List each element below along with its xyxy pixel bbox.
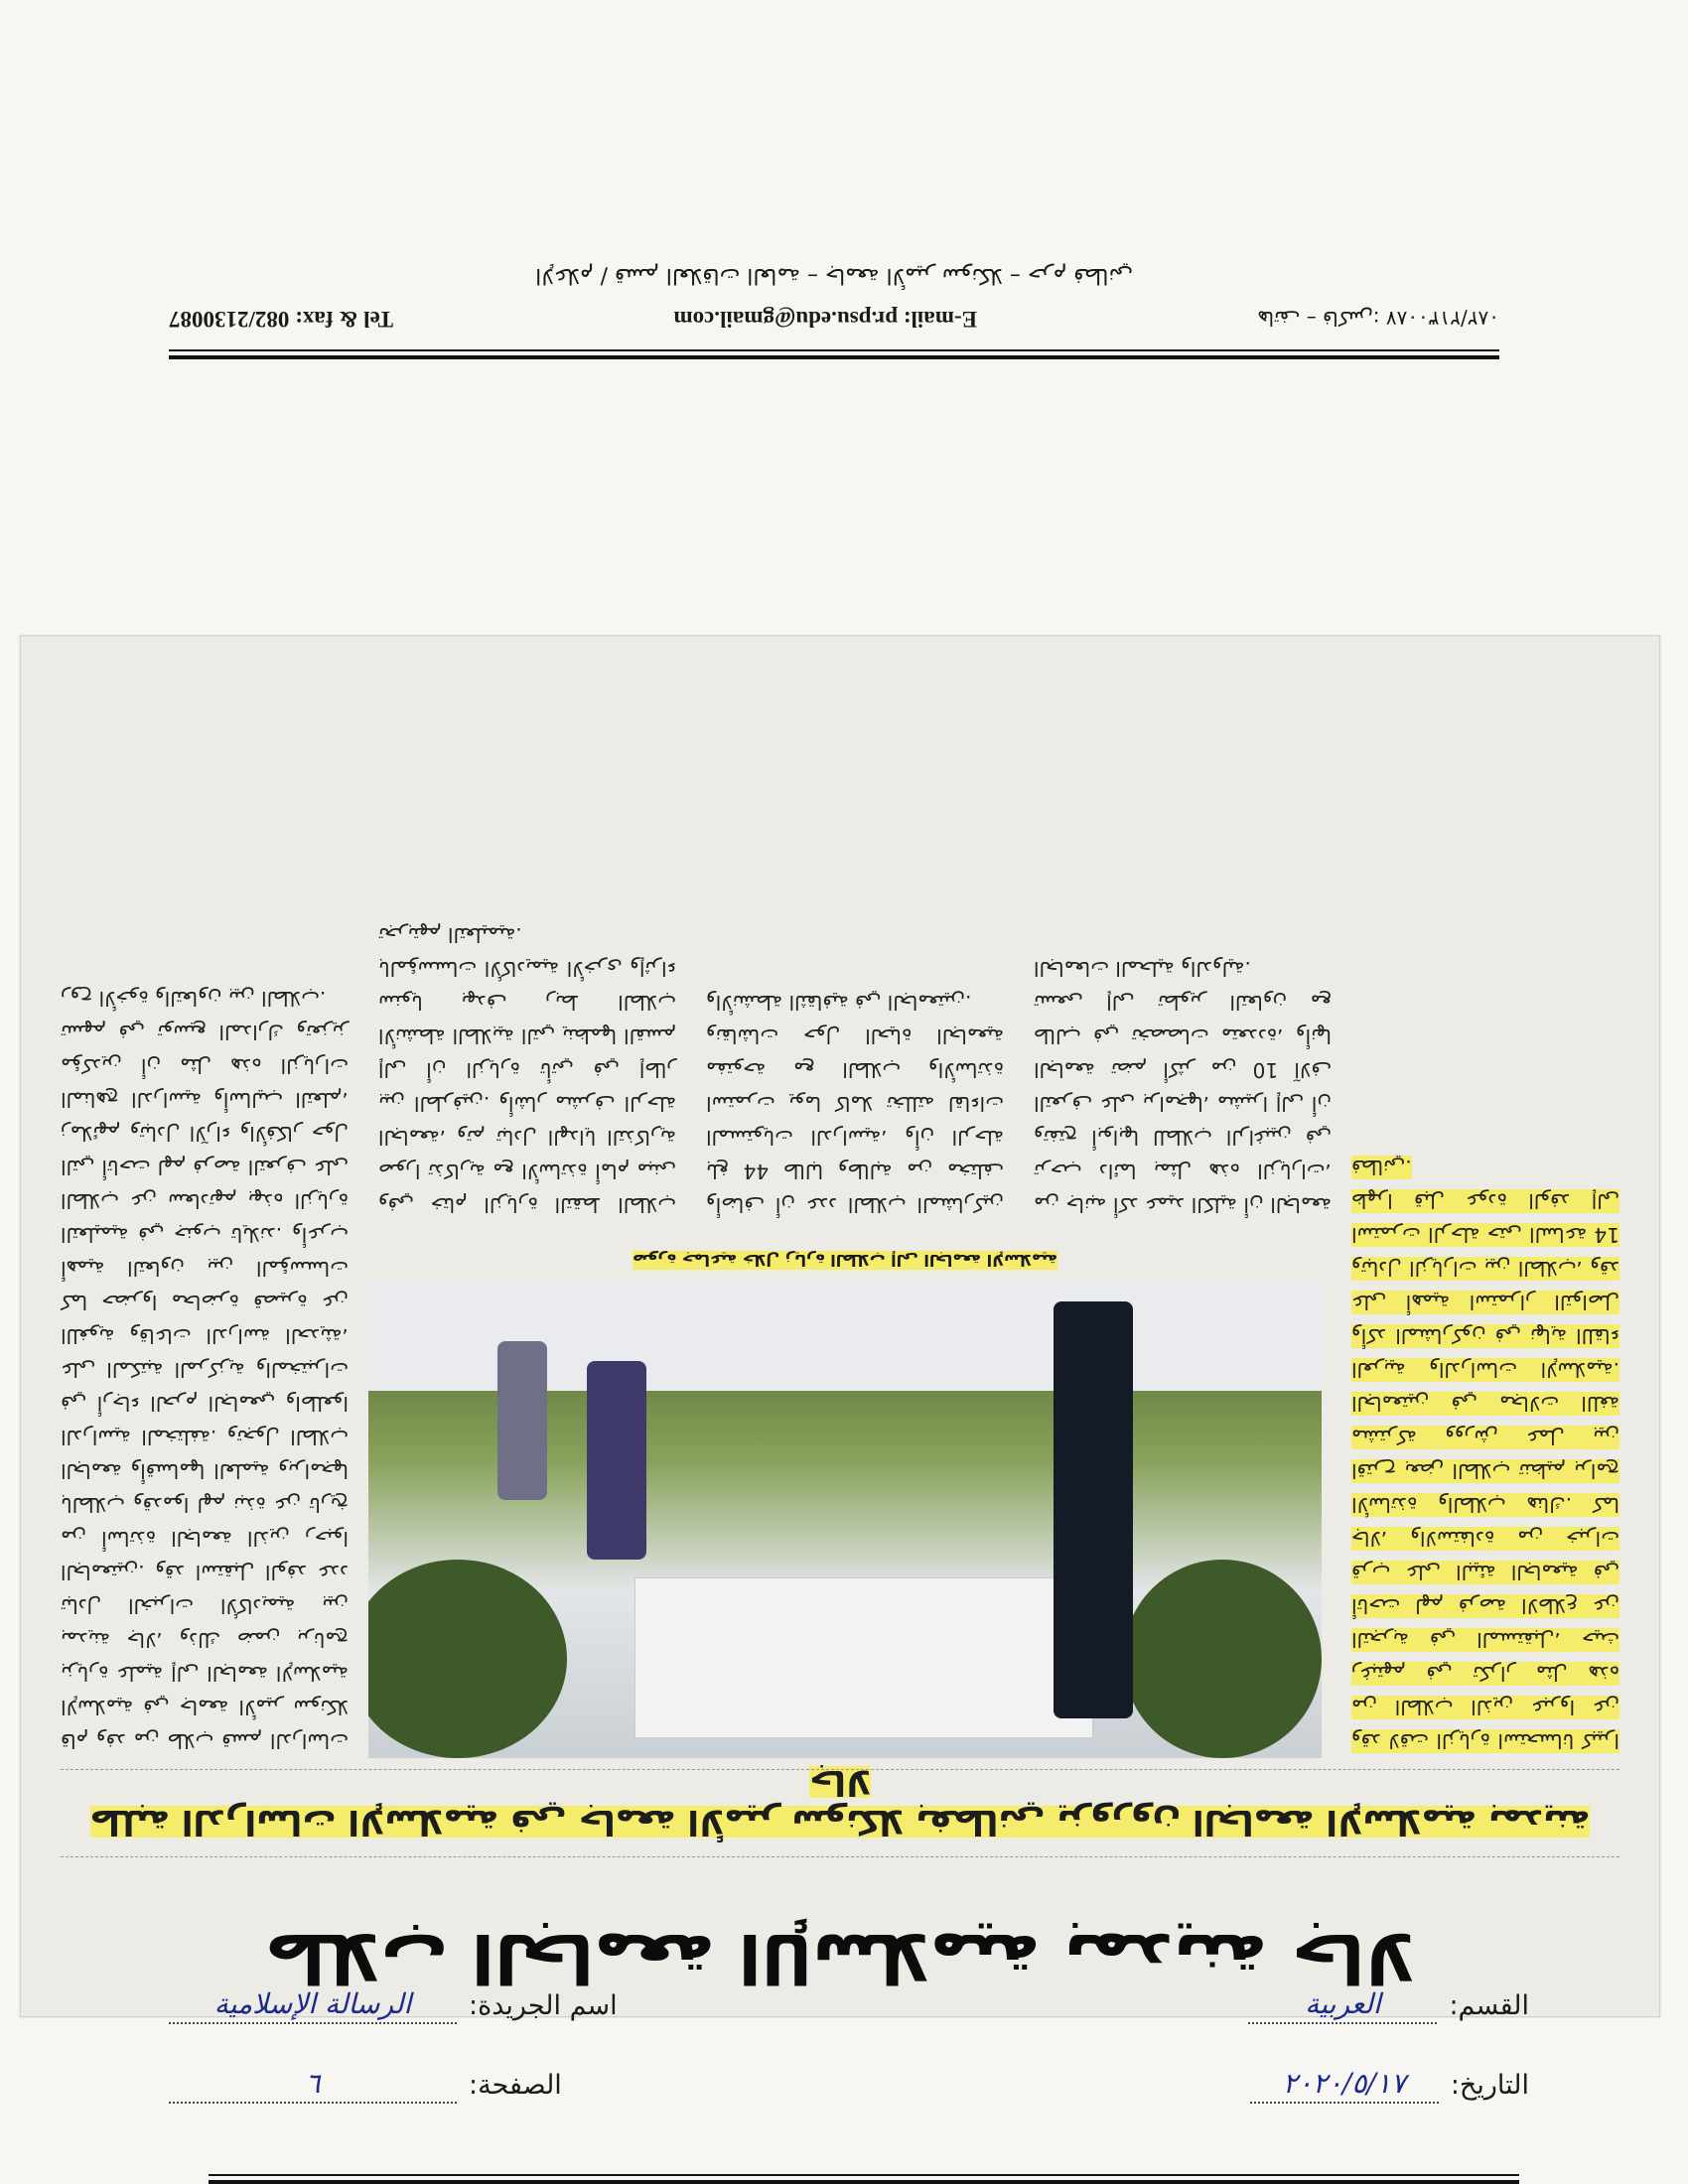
photo-person: [587, 1361, 646, 1560]
article-column-2: [378, 716, 676, 1222]
column-text: من جانبه أكد عميد الكلية أن الجامعة ترحب دائما بمثل هذه الزيارات، وتفتح أبوابها للطلاب الراغبين في التعرف على برامجها، مشيرا إلى أن الجامعة تضم أكثر من 10 آلاف طالب في تخصصات متعددة، وأنها تسعى إلى تطوير التعاون مع الجامعات المحلية والدولية.: [1034, 957, 1332, 1217]
caption-text: صورة جماعية خلال زيارة الطلاب إلى الجامعة الإسلامية: [632, 1251, 1058, 1270]
clipping-log-form: [169, 1961, 1529, 2184]
log-newspaper-value: الرسالة الإسلامية: [169, 1987, 457, 2024]
newspaper-clipping: [20, 635, 1660, 2017]
log-page-field: [169, 2067, 562, 2104]
log-section-field: [1248, 1987, 1529, 2024]
article-column-1: [61, 716, 349, 1758]
footer-rule: [209, 2174, 1519, 2176]
log-newspaper-field: [169, 1987, 618, 2024]
photo-person: [1054, 1301, 1133, 1718]
article-column-3: [706, 716, 1004, 1222]
article-photo: [368, 1282, 1322, 1758]
letterhead-rule: [169, 349, 1499, 351]
article-column-4: [1034, 716, 1332, 1222]
photo-tree: [1123, 1560, 1322, 1758]
article-body: [61, 656, 1619, 1758]
log-section-value: العربية: [1248, 1987, 1437, 2024]
subheadline-text: طلبة الدراسات الإسلامية في جامعة الأمير سونكلا بفطاني يزورون الجامعة الإسلامية بمدينة جالا: [89, 1762, 1591, 1842]
column-text: وفي ختام الزيارة التقط الطلاب صورا تذكارية مع الأساتذة أمام مبنى الجامعة، وتم تبادل الهدايا التذكارية بين الطرفين. وأشار مشرف الرحلة إلى أن الزيارة تأتي في إطار الأنشطة الطلابية التي ينظمها القسم سنويا بهدف ربط الطلاب بالمؤسسات الأكاديمية الأخرى وإثراء تجربتهم التعليمية.: [378, 923, 676, 1217]
letterhead-tel-arabic: هاتف – فاكس: ٠٨٢/٢١٣٠٠٨٧: [1257, 307, 1499, 331]
article-subheadline: [61, 1762, 1619, 1842]
photo-building: [634, 1577, 1093, 1738]
photo-tree: [368, 1560, 567, 1758]
letterhead-rule: [169, 355, 1499, 359]
log-date-label: التاريخ:: [1450, 2069, 1529, 2101]
highlighted-text: وقد لاقت الزيارة استحسانا كبيرا من الطلاب الذين عبروا عن رغبتهم في تكرار مثل هذه التجربة في المستقبل، حيث أتاحت لهم فرصة الاطلاع عن قرب على البيئة الجامعية في جالا، والاستفادة من خبرات الأساتذة والطلاب هناك. كما اقترح بعض الطلاب تنظيم برامج مشتركة وورش عمل بين الجامعتين في مجالات اللغة العربية والدراسات الإسلامية. وأكد المشاركون في نهاية اللقاء على أهمية استمرار التواصل وتبادل الزيارات بين الطلاب، وقد استمرت الرحلة حتى الساعة 14 ظهرا قبل عودة الوفد إلى فطاني.: [1351, 1156, 1619, 1753]
log-row: [169, 1971, 1529, 2040]
column-text: قام وفد من طلاب قسم الدراسات الإسلامية في جامعة الأمير سونكلا بزيارة علمية إلى الجامعة الإسلامية بمدينة جالا، وذلك ضمن برنامج تبادل الخبرات الأكاديمية بين الجامعتين. وقد استقبل الوفد عدد من أساتذة الجامعة الذين رحبوا بالطلاب وقدموا لهم نبذة عن تاريخ الجامعة وأقسامها العلمية وبرامجها الدراسية المختلفة. وتجول الطلاب في أرجاء الحرم الجامعي واطلعوا على المكتبة المركزية والمختبرات اللغوية وقاعات الدراسة الحديثة، كما حضروا محاضرة قصيرة عن أهمية التعاون بين المؤسسات التعليمية في جنوب تايلاند. وأعرب الطلاب عن سعادتهم بهذه الزيارة التي أتاحت لهم فرصة التعرف على زملائهم وتبادل الآراء والأفكار حول المناهج الدراسية وأساليب التعلم، مؤكدين أن مثل هذه الزيارات تسهم في توسيع المدارك وتعزيز روح الأخوة والتعاون بين الطلاب.: [61, 987, 349, 1753]
letterhead-contact: [169, 304, 1499, 334]
column-text: وأضاف أن عدد الطلاب المشاركين بلغ 44 طالبا وطالبة من مختلف المستويات الدراسية، وأن الرحلة استمرت يوما كاملا تخللته لقاءات مفتوحة مع الطلاب والأساتذة ونقاشات حول الحياة الجامعية والأنشطة الثقافية في الجامعتين.: [706, 991, 1004, 1217]
footer-rule: [209, 2180, 1519, 2184]
letterhead-tel-fax: Tel & fax: 082/2130087: [169, 307, 393, 332]
letterhead: [169, 218, 1499, 367]
letterhead-unit: الإعلام / قسم العلاقات العامة – جامعة الأمير سونكلا – حرم فطاني: [535, 263, 1133, 288]
article-headline: طلاب الجامعة الإسلامية بمدينة جالا: [265, 1918, 1415, 1996]
subheadline-rule: [61, 1768, 1619, 1770]
log-row: [169, 2050, 1529, 2119]
log-page-label: الصفحة:: [469, 2069, 562, 2101]
log-date-value: ٢٠٢٠/٥/١٧: [1250, 2067, 1439, 2104]
headline-rule: [61, 1855, 1619, 1857]
log-newspaper-label: اسم الجريدة:: [469, 1989, 618, 2021]
column-text: [1351, 1151, 1619, 1758]
log-section-label: القسم:: [1449, 1989, 1529, 2021]
log-date-field: [1250, 2067, 1529, 2104]
article-column-5: [1351, 716, 1619, 1758]
photo-caption: [497, 1251, 1193, 1270]
log-page-value: ٦: [169, 2067, 457, 2104]
photo-person: [497, 1341, 547, 1500]
letterhead-email: E-mail: pr.psu.edu@gmail.com: [673, 307, 977, 332]
